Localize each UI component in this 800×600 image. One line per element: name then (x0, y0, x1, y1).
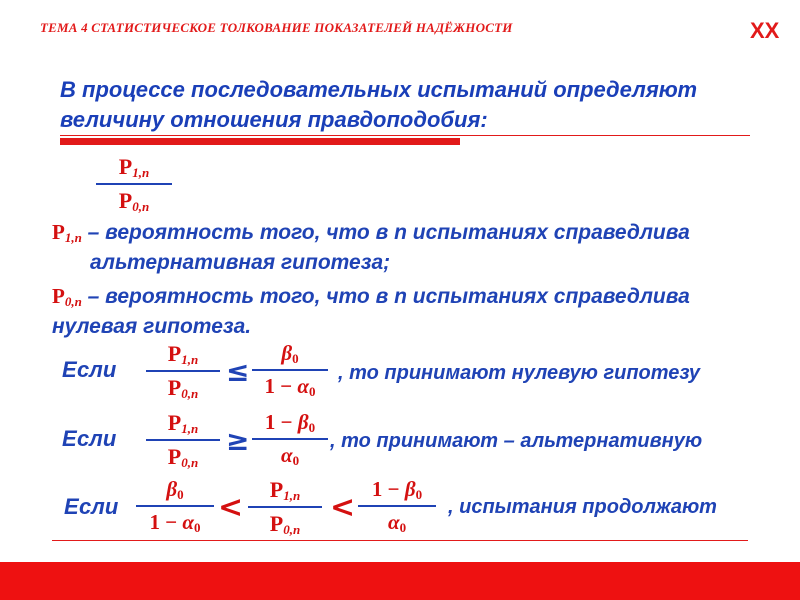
definition-p0n-text: – вероятность того, что в n испытаниях справедлива (81, 285, 690, 308)
rule3-if: Если (64, 494, 119, 519)
rule3-operator-right: < (330, 490, 356, 525)
heading-thick-rule (60, 138, 460, 145)
rule1-operator: ≤ (226, 355, 250, 388)
rule3-operator-left: < (218, 490, 244, 525)
heading-thin-rule (60, 135, 750, 136)
rule2-conclusion: , то принимают – альтернативную (330, 430, 703, 452)
rule2-if: Если (62, 426, 117, 451)
ratio-denominator: $P_{0,n}$ (118, 188, 150, 214)
definition-p1n-text-cont: альтернативная гипотеза; (90, 251, 391, 274)
rule2-operator: ≥ (226, 424, 250, 457)
definition-p0n (52, 282, 772, 342)
bottom-thin-rule (52, 540, 748, 541)
rule1-if: Если (62, 357, 117, 382)
rule2-ratio: $P_{1,n}$ $P_{0,n}$ (146, 410, 220, 471)
footer-bar (0, 562, 800, 600)
ratio-bar (96, 183, 172, 185)
rule1-threshold: $\beta_0$ $1 - \alpha_0$ (252, 341, 328, 400)
topic-title: ТЕМА 4 СТАТИСТИЧЕСКОЕ ТОЛКОВАНИЕ ПОКАЗАТЕЛЕЙ НАДЁЖНОСТИ (40, 20, 513, 35)
intro-heading-line2: величину отношения правдоподобия: (60, 107, 488, 132)
definition-p1n-text: – вероятность того, что в n испытаниях справедлива (81, 221, 690, 244)
rule1-conclusion: , то принимают нулевую гипотезу (338, 362, 700, 384)
rule1-ratio: $P_{1,n}$ $P_{0,n}$ (146, 341, 220, 402)
ratio-numerator: $P_{1,n}$ (118, 154, 150, 180)
definition-p0n-symbol: $P_{0,n}$ (52, 284, 82, 309)
rule3-lower-bound: $\beta_0$ $1 - \alpha_0$ (136, 477, 214, 536)
rule3-conclusion: , испытания продолжают (448, 496, 717, 518)
rule3-upper-bound: $1 - \beta_0$ $\alpha_0$ (358, 477, 436, 536)
rule3-ratio: $P_{1,n}$ $P_{0,n}$ (248, 477, 322, 538)
definition-p1n-symbol: $P_{1,n}$ (52, 220, 82, 245)
definition-p0n-text-cont: нулевая гипотеза. (52, 315, 252, 338)
likelihood-ratio (96, 154, 172, 215)
intro-heading-line1: В процессе последовательных испытаний определяют (60, 77, 698, 102)
rule2-threshold: $1 - \beta_0$ $\alpha_0$ (252, 410, 328, 469)
slide-number: XX (750, 18, 780, 43)
definition-p1n (52, 218, 772, 278)
intro-heading (60, 75, 760, 135)
